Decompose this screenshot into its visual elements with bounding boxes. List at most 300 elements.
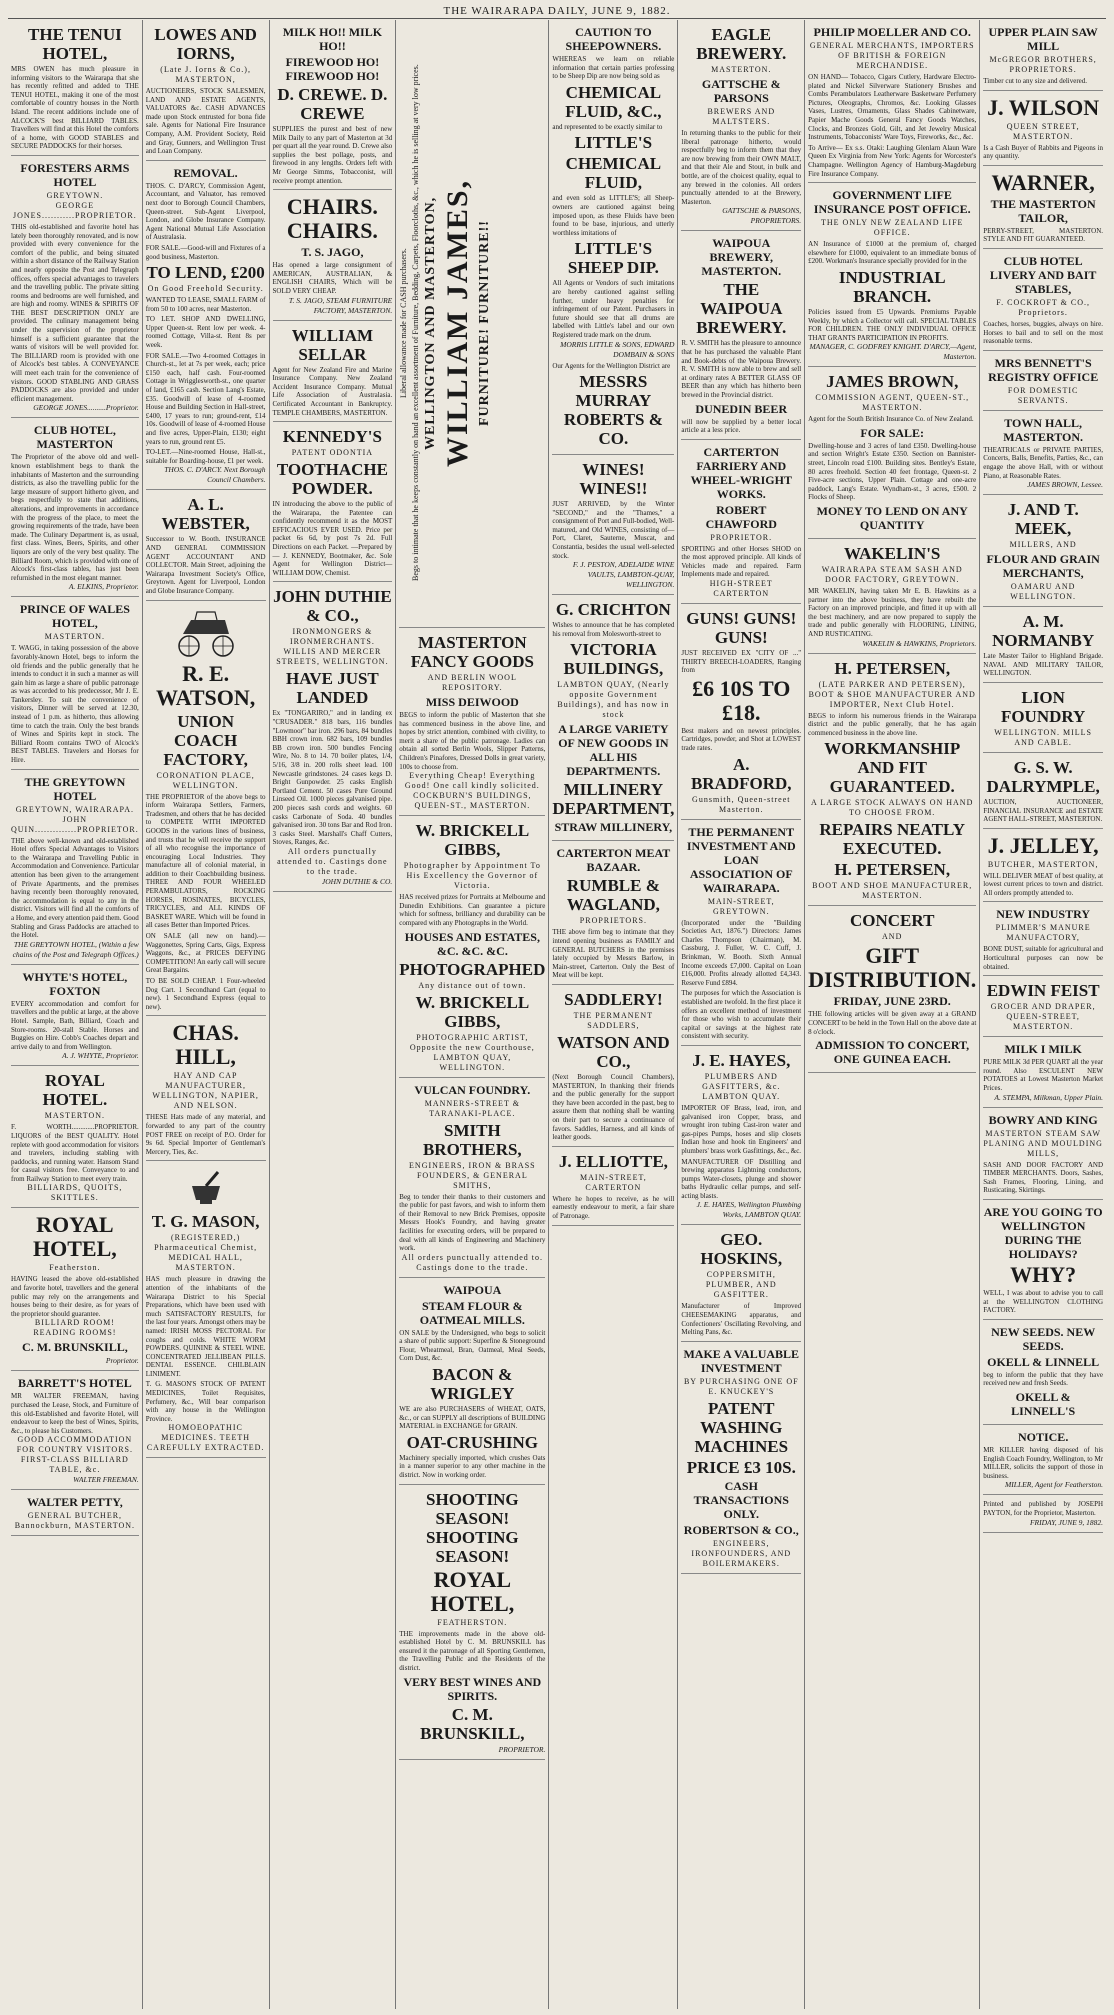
rumble-body: THE above firm beg to intimate that they intend opening business as FAMILY and GENERAL BUTCHERS in the premises lately occupied by Messrs Barlow, in Main-street, Carterton. Only the Best of Meat will be kept. — [552, 928, 675, 980]
firewood-heading: FIREWOOD HO! FIREWOOD HO! — [285, 55, 380, 83]
moeller-heading: PHILIP MOELLER AND CO. — [813, 25, 971, 39]
hoskins-sub: COPPERSMITH, PLUMBER, AND GASFITTER. — [705, 1270, 777, 1300]
gift-heading: GIFT DISTRIBUTION. — [808, 943, 977, 993]
mortar-pestle-icon — [186, 1168, 226, 1208]
wilson-body: Is a Cash Buyer of Rabbits and Pigeons in any quantity. — [983, 143, 1104, 161]
greytown-sub: GREYTOWN, WAIRARAPA. — [15, 804, 135, 814]
hayes-sub: PLUMBERS AND GASFITTERS, &c. LAMBTON QUAY. — [702, 1071, 781, 1101]
dip-body: All Agents or Vendors of such imitations are hereby cautioned against selling further, under heavy penalties for infringement of our Patent. Purchasers in future should see that all drums are labelled with Little's label and our own Registered trade mark on the drum. — [552, 279, 675, 339]
foresters-body: THIS old-established and favorite hotel has lately been thoroughly renovated, and is now provided with every convenience for the comfort of the public, and being situated within a short distance of the Railway Station and nearly opposite the Post and Telegraph offices, offers special advantages to travelers and the travelling public. The private sitting rooms and bedrooms are well furnished, and are high and roomy. WINES & SPIRITS OF THE BEST DESCRIPTION ONLY are provided. The culinary management being under the supervision of the proprietor himself is a sufficient guarantee that the wants of visitors will be well provided for. The BILLIARD room is provided with one of Alcock's best tables. A CONVEYANCE will meet each train for the convenience of visitors. GOOD STABLING AND GRASS PADDOCKS are also provided and under efficient management. — [11, 222, 139, 403]
notice-ad — [983, 1425, 1103, 1495]
mason-foot: T. G. MASON'S STOCK OF PATENT MEDICINES, Toilet Requisites, Perfumery, &c., Will bear comparison with any house in the Wellington Province. — [145, 1380, 266, 1423]
wines-ad — [552, 455, 674, 595]
upper-body: Timber cut to any size and delivered. — [983, 77, 1088, 85]
govt-sub: THE ONLY NEW ZEALAND LIFE OFFICE. — [821, 218, 964, 238]
hill-sub: HAY AND CAP MANUFACTURER, WELLINGTON, NAPIER, AND NELSON. — [152, 1071, 259, 1111]
lend-heading: TO LEND, £200 — [146, 263, 265, 283]
greytown-sig: THE GREYTOWN HOTEL, (Within a few chains of the Post and Telegraph Offices.) — [12, 939, 139, 959]
bennett-ad — [983, 351, 1103, 411]
forsale2-body: FOR SALE.—Two 4-roomed Cottages in Church-st., let at 7s per week, each; price £150 each, half cash. Four-roomed Cottage in Wrigglesworth-st., one quarter of land, £165 cash. Section Lang's Estate, £35. Goodwill of lease of 4-roomed House and Building Section in Hall-street, £400, 17 years to run; ground-rent, £14 10s. Goodwill of lease of 4-roomed House and five acres, Upper-Plain, £130; eight years to run, ground rent £5. — [145, 351, 266, 446]
kennedy-sub: PATENT ODONTIA — [291, 448, 374, 458]
government-insurance-ad — [808, 183, 976, 367]
royal2-sig: C. M. BRUNSKILL, — [22, 1340, 128, 1355]
brown-body: Agent for the South British Insurance Co. of New Zealand. — [808, 415, 974, 424]
chem-heading: CHEMICAL FLUID, &C., — [565, 82, 662, 121]
bowry-ad — [983, 1108, 1103, 1200]
wales-body: T. WAGG, in taking possession of the above favorably-known Hotel, begs to inform the old friends and the public generally that he intends to conduct it in such a manner as will gain him as large a share of public patronage as was accorded to his predecessor, Mr J. E. Tankersley. To suit the convenience of visitors, Dinner will be served at 12.30, instead of 1 p.m. as hitherto, thus allowing time to catch the train. Only the best brands of Wines and Spirits kept in stock. The Billiard Room contains TWO of Alcock's BEST TABLES. Travelers and Horses for Hire. — [11, 644, 139, 765]
tolet2-body: TO-LET.—Nine-roomed House, Hall-st., suitable for Boarding-house, £1 per week. — [145, 448, 266, 465]
chem-body: and represented to be exactly similar to — [552, 122, 663, 131]
brunskill-sub: PROPRIETOR. — [498, 1744, 546, 1754]
crichton-body: Wishes to announce that he has completed his removal from Molesworth-street to — [552, 621, 675, 638]
club2-body: Coaches, horses, buggies, always on hire. Horses to bail and to sell on the most reasonable terms. — [983, 319, 1104, 346]
smith-heading: SMITH BROTHERS, — [422, 1120, 522, 1159]
columns — [8, 20, 1106, 2009]
bennett-heading: MRS BENNETT'S REGISTRY OFFICE — [988, 355, 1099, 384]
webster-heading: A. L. WEBSTER, — [161, 495, 250, 534]
permanent-sub: MAIN-STREET, GREYTOWN. — [707, 896, 775, 916]
littles-body: and even sold as LITTLE'S; all Sheep-owners are cautioned against being imposed upon, as these Fluids have been found to be base, injurious, and utterly worthless imitations of — [552, 194, 675, 237]
dalrymple-body: AUCTION, AUCTIONEER, FINANCIAL INSURANCE and ESTATE AGENT HALL-STREET, MASTERTON. — [983, 797, 1104, 824]
forsale-heading: FOR SALE: — [860, 425, 925, 440]
jago-chairs-ad — [273, 190, 393, 320]
kennedy-heading: KENNEDY'S — [282, 427, 382, 447]
forsale-body: Dwelling-house and 3 acres of land £350. Dwelling-house and section Wright's Estate £350. Section on Bannister-street, Lincoln road £100. Building sites. Bentley's Estate, 80 acres freehold. Section 40 feet frontage, Queen-st. 2 Five-acre sections, Upper Plain. Cottage and one-acre paddock, Lang's Estate. Wyndham-st., 3 acres, £500. 2 Flocks of Sheep. — [808, 441, 977, 502]
houses-heading: HOUSES AND ESTATES, &C. &C. &C. — [404, 929, 540, 958]
eagle-heading: EAGLE BREWERY. — [696, 25, 787, 63]
carterton-heading: CARTERTON MEAT BAZAAR. — [556, 846, 671, 875]
duthie-sub: IRONMONGERS & IRONMERCHANTS. WILLIS AND MERCER STREETS, WELLINGTON. — [276, 627, 389, 667]
royal1-heading: ROYAL HOTEL. — [42, 1071, 108, 1110]
miller-sig: MILLER, Agent for Featherston. — [1005, 1480, 1104, 1490]
fancy-body: BEGS to inform the public of Masterton that she has commenced business in the above line, and hopes by strict attention, combined with civility, to merit a share of the public patronage. Ladies can obtain all sorted Berlin Wools, Slipper Patterns, Children's Pinafores, Dressed Dolls in great variety, 100s to choose from. — [399, 711, 546, 771]
club-hotel-ad — [11, 418, 139, 597]
robertson-heading: ROBERTSON & CO., — [683, 1522, 799, 1537]
petty-heading: WALTER PETTY, — [26, 1495, 123, 1510]
watson-heading: R. E. WATSON, — [156, 660, 256, 710]
wales-sub: MASTERTON. — [44, 632, 105, 642]
lend-sub: On Good Freehold Security. — [147, 284, 264, 294]
petersen-sub: (LATE PARKER AND PETERSEN), BOOT & SHOE MANUFACTURER AND IMPORTER, Next Club Hotel. — [808, 679, 976, 709]
meek-heading: J. AND T. MEEK, — [1007, 500, 1079, 539]
notice-heading: NOTICE. — [1017, 1429, 1069, 1444]
oat-body: Machinery specially imported, which crushes Oats in a manner superior to any other machine in the district. Now in working order. — [399, 1453, 546, 1480]
valuable-heading: MAKE A VALUABLE INVESTMENT — [683, 1346, 800, 1375]
town-body: THEATRICALS or PRIVATE PARTIES, Concerts, Balls, Benefits, Parties, &c., can engage the above Hall, with or without Piano, at Reasonable Rates. — [983, 445, 1104, 480]
carterton-farriery-ad — [681, 440, 801, 604]
petersen-ad — [808, 654, 976, 907]
greytown-heading: THE GREYTOWN HOTEL — [24, 774, 126, 803]
houses-foot: Any distance out of town. — [418, 980, 527, 990]
hoskins-heading: GEO. HOSKINS, — [700, 1230, 783, 1269]
whytes-heading: WHYTE'S HOTEL, FOXTON — [22, 969, 128, 998]
wales-heading: PRINCE OF WALES HOTEL, — [19, 602, 130, 631]
okell-heading: OKELL & LINNELL — [987, 1354, 1100, 1369]
mason-body: HAS much pleasure in drawing the attention of the inhabitants of the Wairarapa District to his Special Preparations, which have been used with much SATISFACTORY RESULTS, for the last four years. Amongst others may be named: IRISH MOSS PECTORAL For coughs and colds. WHITE WORM POWDERS. QUININE & STEEL WINE. CONCENTRATED JELLIBEAN PILLS. DENTAL ESSENCE. CHILBLAIN LINIMENT. — [145, 1275, 266, 1378]
fancy-heading: MASTERTON FANCY GOODS — [410, 633, 534, 671]
millinery-heading: MILLINERY DEPARTMENT, — [552, 780, 675, 819]
lion-foundry-ad — [983, 683, 1103, 753]
dalrymple-ad — [983, 753, 1103, 829]
wilson-ad — [983, 91, 1103, 166]
royal3-foot: VERY BEST WINES AND SPIRITS. — [403, 1674, 542, 1703]
vert-place: WELLINGTON AND MASTERTON, — [423, 196, 439, 450]
waipoua-body: ON SALE by the Undersigned, who begs to solicit a share of public support: Superfine & Stoneground Flour, Wheatmeal, Bran, Oatmeal, Meal Seeds, Corn Dust, &c. — [399, 1328, 546, 1363]
royal2-prop: Proprietor. — [105, 1356, 139, 1366]
valuable-foot: CASH TRANSACTIONS ONLY. — [693, 1478, 789, 1521]
foresters-prop: GEORGE JONES...........PROPRIETOR. — [12, 200, 137, 220]
forsale-foot: MONEY TO LEND ON ANY QUANTITY — [816, 504, 968, 533]
guns-price: £6 10S TO £18. — [692, 675, 791, 725]
column-1 — [8, 20, 143, 2009]
moeller-foot: To Arrive— Ex s.s. Otaki: Laughing Glenlarn Alaun Ware Queen Ex Virginia from New York: Agents for Worcester's Champagne. Wellington Agency of Hamburg-Magdeburg Fire Insurance Company. — [808, 143, 977, 178]
meat-bazaar-ad — [552, 841, 674, 985]
petty-sub: GENERAL BUTCHER, Bannockburn, MASTERTON. — [14, 1511, 136, 1531]
royal1-sub: MASTERTON. — [44, 1111, 105, 1121]
hill-heading: CHAS. HILL, — [172, 1020, 239, 1070]
barretts-sig: WALTER FREEMAN. — [73, 1475, 139, 1485]
govt-body: AN Insurance of £1000 at the premium of, charged elsewhere for £1000, equivalent to an immediate bonus of £200. Workman's Insurance specially provided for in the — [808, 240, 977, 266]
vert-title: FURNITURE! FURNITURE!! — [477, 220, 493, 426]
hoskins-body: Manufacturer of Improved CHEESEMAKING apparatus, and Confectioners' Oscillating Revolving, and Melting Pans, &c. — [681, 1302, 802, 1337]
vulcan-sub: MANNERS-STREET & TARANAKI-PLACE. — [424, 1098, 520, 1118]
permanent-heading: THE PERMANENT INVESTMENT AND LOAN ASSOCIATION OF WAIRARAPA. — [686, 824, 796, 895]
royal-hotel-featherston-ad — [11, 1208, 139, 1371]
milk2-body: PURE MILK 3d PER QUART all the year round. Also ESCULENT NEW POTATOES at Lowest Masterton Market Prices. — [983, 1058, 1104, 1093]
royal2-body: HAVING leased the above old-established and favorite hotel, travellers and the general public may rely on the arrangements and houses being to their desire, as for years of the proprietor should guarantee. — [11, 1275, 139, 1318]
guns-ad — [681, 604, 801, 820]
jago-sig: T. S. JAGO, STEAM FURNITURE FACTORY, MASTERTON. — [288, 295, 393, 315]
upper-heading: UPPER PLAIN SAW MILL — [988, 25, 1098, 53]
jago-body: Has opened a large consignment of AMERICAN, AUSTRALIAN, & ENGLISH CHAIRS, Which will be SOLD VERY CHEAP. — [272, 261, 393, 295]
petersen-heading: H. PETERSEN, — [834, 658, 951, 678]
imprint-text: Printed and published by JOSEPH PAYTON, for the Proprietor, Masterton. — [983, 1500, 1104, 1517]
barretts-hotel-ad — [11, 1371, 139, 1490]
meek-body: OAMARU AND WELLINGTON. — [1010, 582, 1077, 602]
elliotte-heading: J. ELLIOTTE, — [558, 1151, 668, 1171]
hayes-body: IMPORTER OF Brass, lead, iron, and galvanised iron Copper, brass, and wrought iron tubing Cast-iron water and gas-pipes Pumps, hoses and slip closets Indian hose and hook tin Engineers' and plumbers' brass work Gasfittings, &c., &c. — [681, 1103, 802, 1155]
royal2-sub: Featherston. — [49, 1263, 101, 1273]
carriage-illustration — [171, 608, 241, 658]
removal-ad — [146, 161, 266, 491]
upper-plain-ad — [983, 20, 1103, 91]
bowry-body: SASH AND DOOR FACTORY AND TIMBER MERCHANTS. Doors, Sashes, Sash Frames, Flooring, Lining, and Rusticating, Skirtings. — [983, 1160, 1104, 1195]
crichton-ad — [552, 595, 674, 841]
sale-body: FOR SALE.—Good-will and Fixtures of a good business, Masterton. — [145, 243, 266, 261]
jelley-ad — [983, 829, 1103, 903]
crichton-heading: G. CRICHTON — [555, 600, 671, 620]
concert-ad — [808, 906, 976, 1073]
hayes-sig: J. E. HAYES, Wellington Plumbing Works, LAMBTON QUAY. — [696, 1200, 802, 1220]
wakelin-sub: WAIRARAPA STEAM SASH AND DOOR FACTORY, GREYTOWN. — [821, 565, 963, 585]
victoria-sub: LAMBTON QUAY, (Nearly opposite Government Buildings), and has now in stock — [557, 680, 670, 720]
notice-body: MR KILLER having disposed of his English Coach Foundry, Wellington, to Mr MILLER, solicits the support of those in business. — [983, 1445, 1104, 1480]
kennedy-body: IN introducing the above to the public of the Wairarapa, the Patentee can confidently recommend it as the MOST EFFICACIOUS EVER USED. Price per packet 6s 6d, by post 7s 2d. Full Directions on each Packet. —Prepared by— J. KENNEDY, Bootmaker, &c. Sole Agent for Wellington District— WILLIAM DOW, Chemist. — [272, 500, 393, 577]
lion-sub: WELLINGTON. MILLS AND CABLE. — [994, 727, 1093, 747]
greytown-body: THE above well-known and old-established Hotel offers Special Advantages to Visitors to the Wairarapa and Travelling Public in Accommodation and Convenience. Particular attention has been given to the arrangement of Private Apartments, and the premises having recently been thoroughly renovated, the accommodation is equal to any in the district. Visitors will find all the comforts of a Home, and every attention paid them. Good Stabling and Grass Paddocks are attached to the Hotel. — [11, 836, 139, 940]
repairs-heading: REPAIRS NEATLY EXECUTED. — [819, 820, 966, 859]
mason-heading: T. G. MASON, — [151, 1212, 260, 1232]
column-4 — [396, 20, 549, 2009]
royal2-heading: ROYAL HOTEL, — [33, 1212, 117, 1262]
permanent-body: (Incorporated under the "Building Societies Act, 1876.") Directors: James Charles Thompson (Chairman), M. Cassburg, J. Fuller, W. C. Cuff, J. Brinkman, W. Booth. Sixth Annual Income exceeds £7,000. Capital on Loan £16,000. Profits already allotted £4,343. Reserve Fund £894. — [681, 918, 802, 987]
royal2-billiard: BILLIARD ROOM! — [34, 1318, 115, 1328]
town-sig: JAMES BROWN, Lessee. — [1027, 480, 1104, 490]
lowes-body: AUCTIONEERS, STOCK SALESMEN, LAND AND ESTATE AGENTS, VALUATORS &c. CASH ADVANCES made upon Stock entrusted for bona fide sale. Agents for National Fire Insurance Company, A.M. Provident Society, Reid and Gray, Gunners, and Wellington Trust and Loan Company. — [145, 87, 266, 156]
duthie-foot: All orders punctually attended to. Castings done to the trade. — [277, 846, 388, 876]
caution-heading: CAUTION TO SHEEPOWNERS. — [565, 25, 662, 53]
wilson-heading: J. WILSON — [987, 94, 1100, 120]
rumble-heading: RUMBLE & WAGLAND, — [566, 876, 660, 915]
meek-heading2: FLOUR AND GRAIN MERCHANTS, — [986, 552, 1100, 581]
guns-foot: Best makers and on newest principles. Cartridges, powder, and Shot at LOWEST trade rates. — [681, 726, 802, 753]
duthie-extra: JOHN DUTHIE & CO. — [321, 876, 393, 886]
smith-body: Beg to tender their thanks to their customers and the public for past favors, and wish to inform them of their Removal to new Brick Premises, opposite Messrs Hook's Foundry, and having greater facilities for executing orders, will be prepared to deal with all kinds of Engineering and Machinery work. — [399, 1192, 546, 1253]
seeds-heading: NEW SEEDS. NEW SEEDS. — [991, 1324, 1096, 1353]
gibbs2-sub: PHOTOGRAPHIC ARTIST, Opposite the new Courthouse, LAMBTON QUAY, WELLINGTON. — [409, 1032, 535, 1072]
warner-body: PERRY-STREET, MASTERTON. STYLE AND FIT GUARANTEED. — [983, 226, 1104, 244]
edwin-feist-ad — [983, 976, 1103, 1037]
littles-heading: LITTLE'S — [574, 133, 653, 153]
gibbs-body: HAS received prizes for Portraits at Melbourne and Dunedin Exhibitions. Can guarantee a picture which for softness, brilliancy and durability can be compared with any Photographs in the World. — [399, 893, 546, 927]
petersen2-heading: H. PETERSEN, — [834, 860, 951, 880]
hayes-foot: MANUFACTURER OF Distilling and brewing apparatus Lightning conductors, pumps Water-closets, plunge and shower baths Hydraulic cellar pumps, and self-acting blasts. — [681, 1157, 802, 1200]
whytes-hotel-ad — [11, 965, 139, 1067]
warner-ad — [983, 166, 1103, 249]
town-heading: TOWN HALL, MASTERTON. — [1003, 415, 1083, 444]
milk-ad — [983, 1037, 1103, 1107]
carterton-farriery-sig: ROBERT CHAWFORD — [705, 502, 777, 531]
murray-heading: MESSRS MURRAY ROBERTS & CO. — [563, 372, 663, 449]
mason-extra: HOMOEOPATHIC MEDICINES. TEETH CAREFULLY EXTRACTED. — [146, 1423, 265, 1453]
elliotte-ad — [552, 1147, 674, 1226]
column-7 — [805, 20, 980, 2009]
club2-heading: CLUB HOTEL LIVERY AND BAIT STABLES, — [989, 253, 1097, 296]
elliotte-sub: MAIN-STREET, CARTERTON — [580, 1172, 647, 1192]
why-heading: WHY? — [1010, 1262, 1077, 1287]
gift-body: THE following articles will be given away at a GRAND CONCERT to be held in the Town Hall on the above date at 8 o'clock. — [808, 1010, 977, 1036]
kennedy-ad — [273, 422, 393, 582]
gift-date: FRIDAY, JUNE 23RD. — [833, 994, 951, 1009]
jelley-body: WILL DELIVER MEAT of best quality, at lowest current prices to town and district. All orders promptly attended to. — [983, 871, 1104, 897]
workmanship-body: A LARGE STOCK ALWAYS ON HAND TO CHOOSE FROM. — [811, 798, 974, 818]
lion-heading: LION FOUNDRY — [1000, 687, 1086, 726]
elliotte-body: Where he hopes to receive, as he will earnestly endeavour to merit, a fair share of Patronage. — [552, 1194, 675, 1220]
going-heading: ARE YOU GOING TO WELLINGTON DURING THE HOLIDAYS? — [983, 1205, 1103, 1261]
masthead: THE WAIRARAPA DAILY, JUNE 9, 1882. — [8, 4, 1106, 19]
permanent-investment-ad — [681, 820, 801, 1046]
normanby-ad — [983, 607, 1103, 683]
column-8 — [980, 20, 1106, 2009]
barretts-foot: GOOD ACCOMMODATION FOR COUNTRY VISITORS. — [16, 1435, 133, 1455]
crewe-body: SUPPLIES the purest and best of new Milk Daily to any part of Masterton at 3d per quart all the year round. D. Crewe also supplies the best pollage, posts, and firewood in any lengths. Orders left with Mr George Simms, Tobacconist, will receive prompt attention. — [272, 125, 393, 185]
newindustry-heading: NEW INDUSTRY — [996, 907, 1090, 922]
workmanship-heading: WORKMANSHIP AND FIT GUARANTEED. — [824, 739, 961, 797]
sellar-ad — [273, 321, 393, 423]
milk2-heading: MILK I MILK — [1004, 1042, 1082, 1057]
carterton-farriery-foot: HIGH-STREET CARTERTON — [709, 579, 773, 599]
darcy-sig: THOS. C. D'ARCY. Next Borough Council Chambers. — [164, 465, 266, 485]
dalrymple-heading: G. S. W. DALRYMPLE, — [986, 757, 1100, 796]
industrial-foot: MANAGER, C. GODFREY KNIGHT. D'ARCY,—Agent, Masterton. — [809, 342, 977, 362]
bradford-sub: Gunsmith, Queen-street Masterton. — [692, 794, 791, 814]
milk2-sig: A. STEMPA, Milkman, Upper Plain. — [994, 1092, 1104, 1102]
gattsche-sub: BREWERS AND MALTSTERS. — [707, 107, 776, 126]
gattsche-heading: GATTSCHE & PARSONS — [701, 77, 781, 105]
carterton-farriery-heading: CARTERTON FARRIERY AND WHEEL-WRIGHT WORKS. — [690, 444, 792, 501]
watson-coach-ad — [146, 601, 266, 1017]
greytown-prop: JOHN QUIN..............PROPRIETOR. — [11, 814, 139, 834]
watson-body: THE PROPRIETOR of the above begs to inform Wairarapa Settlers, Farmers, Tradesmen, and others that he has decided to COMPETE WITH IMPORTED GOODS in the various lines of business, and trusts that he will receive the support of all who recognise the importance of encouraging Local Industries. They manufacture all of colonial material, in addition to their Coachbuilding business. THREE AND FOUR WHEELED PERAMBULATORS, ROCKING HORSES, ROSINATES, BICYCLES, TRICYCLES, and ALL KINDS OF BASKET WARE. Which will be found in all cases Better than Imported Prices. — [145, 792, 266, 930]
okell-body: beg to inform the public that they have received new and fresh Seeds. — [983, 1370, 1104, 1388]
watson2-body: (Next Borough Council Chambers), MASTERTON, In thanking their friends and the public generally for the support they have been accorded in the past, beg to assure them that nothing shall be wanting on their part to secure a continuance of favors. Saddles, Harness, and all kinds of leather goods. — [552, 1073, 675, 1142]
waipoua-brewery-ad — [681, 231, 801, 439]
caution-body: WHEREAS we learn on reliable information that certain parties professing to be Sheep Dip are now being sold as — [552, 55, 675, 81]
why-body: WELL, I was about to advise you to call at the WELLINGTON CLOTHING FACTORY. — [983, 1289, 1104, 1315]
wakelin-heading: WAKELIN'S — [844, 544, 941, 564]
fancy-prop: MISS DEIWOOD — [425, 695, 519, 709]
gibbs-sub: Photographer by Appointment To His Excellency the Governor of Victoria. — [403, 861, 541, 891]
barretts-extra: FIRST-CLASS BILLIARD TABLE, &c. — [20, 1455, 129, 1475]
vert-body: Begs to intimate that he keeps constantly on hand an excellent assortment of Furniture, Bedding, Carpets, Floorcloths, &c., which he is selling at very low prices. — [411, 64, 421, 582]
royal3-sub: FEATHERSTON. — [437, 1617, 508, 1627]
newindustry-sub: PLIMMER'S MANURE MANUFACTORY, — [995, 923, 1091, 943]
fancy-foot: Everything Cheap! Everything Good! One call kindly solicited. COCKBURN'S BUILDINGS, QUEEN-ST., MASTERTON. — [404, 771, 540, 811]
hayes-ad — [681, 1046, 801, 1226]
wakelin-ad — [808, 539, 976, 654]
waipoua-heading: WAIPOUA — [443, 1282, 502, 1297]
normanby-body: Late Master Tailor to Highland Brigade. NAVAL AND MILITARY TAILOR, WELLINGTON. — [983, 652, 1104, 678]
whytes-body: EVERY accommodation and comfort for travellers and the public at large, at the above Hotel. Sample, Bath, Billiard, Coach and Store-rooms. 20-stall Stable. Horses and Buggies on Hire. Cobb's Coaches depart and arrive daily to and from Wellington. — [11, 999, 139, 1051]
club-heading: CLUB HOTEL, MASTERTON — [33, 423, 116, 452]
oat-heading: OAT-CRUSHING — [406, 1432, 538, 1452]
tenui-body: MRS OWEN has much pleasure in informing visitors to the Wairarapa that she has recently refitted and added to THE TENUI HOTEL, making it one of the most comfortable of country houses in the North Island. The recent additions include one of ALCOCK'S best BILLIARD TABLES. Travellers will find at this Hotel the comforts of a home, with GOOD STABLES and SECURE PADDOCKS for their horses. — [11, 65, 139, 151]
crewe-heading: D. CREWE. D. CREWE — [277, 85, 388, 123]
meek-ad — [983, 495, 1103, 607]
mason-sub: (REGISTERED,) Pharmaceutical Chemist, MEDICAL HALL, MASTERTON. — [154, 1233, 258, 1273]
moeller-ad — [808, 20, 976, 183]
royal3-body: THE improvements made in the above old-established Hotel by C. M. BRUNSKILL has ensured it the patronage of all Sporting Gentlemen, the Travelling Public and the Residents of the district. — [399, 1629, 546, 1672]
column-3 — [270, 20, 397, 2009]
bacon-body: WE are also PURCHASERS of WHEAT, OATS, &c., or can SUPPLY all descriptions of BUILDING MATERIAL in EXCHANGE for GRAIN. — [399, 1405, 546, 1431]
gift-admission: ADMISSION TO CONCERT, ONE GUINEA EACH. — [815, 1038, 970, 1067]
wines-heading: WINES! WINES!! — [579, 460, 648, 499]
james-brown-ad — [808, 367, 976, 539]
prince-of-wales-ad — [11, 597, 139, 769]
wakelin-body: MR WAKELIN, having taken Mr E. B. Hawkins as a partner into the above business, they have rebuilt the Factory on an improved principle, and fitted it up with all the best machinery, and are now prepared to supply the trade and public generally with FLOORING, LINING, AND RUSTICATING. — [808, 587, 977, 638]
club-sig: A. ELKINS, Proprietor. — [68, 582, 139, 592]
gattsche-body: In returning thanks to the public for their liberal patronage hitherto, would respectfully beg to inform them that they are now brewing from their OWN MALT, and that their Ale and Stout, in bulk and bottle, are of the choicest quality, equal to any brewed in the colonies. All orders punctually attended to at the Brewery, Masterton. — [681, 129, 802, 206]
normanby-heading: A. M. NORMANBY — [992, 612, 1095, 651]
hill-ad — [146, 1016, 266, 1161]
royal1-foot: BILLIARDS, QUOITS, SKITTLES. — [27, 1183, 123, 1203]
meek-sub: MILLERS, AND — [1009, 540, 1077, 550]
jelley-heading: J. JELLEY, — [987, 832, 1099, 858]
watson-heading2: UNION COACH FACTORY, — [163, 711, 248, 769]
gibbs-ad — [399, 816, 545, 1077]
valuable-sub: BY PURCHASING ONE OF E. KNUCKEY'S — [683, 1376, 799, 1396]
concert-heading: CONCERT — [850, 911, 935, 931]
hoskins-ad — [681, 1225, 801, 1341]
smith-foot: All orders punctually attended to. Castings done to the trade. — [401, 1252, 543, 1272]
bacon-heading: BACON & WRIGLEY — [430, 1365, 515, 1404]
imprint-date: FRIDAY, JUNE 9, 1882. — [1029, 1517, 1104, 1527]
foresters-ad — [11, 156, 139, 418]
jelley-sub: BUTCHER, MASTERTON, — [987, 859, 1099, 869]
removal-body: THOS. C. D'ARCY, Commission Agent, Accountant, and Valuator, has removed next door to Borough Council Chambers, Queen-street. Sub-Agent Liverpool, London, and Globe Insurance Company. Agent National Mutual Life Association of Australasia. — [145, 181, 266, 242]
warner-heading: WARNER, — [991, 169, 1095, 195]
column-2 — [143, 20, 270, 2009]
duthie-heading: JOHN DUTHIE & CO., — [273, 587, 392, 626]
permanent-foot: The purposes for which the Association is established are twofold. In the first place it offers an excellent method of investment for those who wish to accumulate their capital or savings at the highest rate consistent with security. — [681, 989, 802, 1041]
royal2-reading: READING ROOMS! — [33, 1328, 117, 1338]
watson2-heading: WATSON AND CO., — [557, 1033, 670, 1071]
saddlery-ad — [552, 985, 674, 1147]
petersen2-sub: BOOT AND SHOE MANUFACTURER, MASTERTON. — [812, 881, 973, 901]
wakelin-foot: WAKELIN & HAWKINS, Proprietors. — [862, 638, 977, 648]
littles-heading2: CHEMICAL FLUID, — [565, 154, 662, 193]
vert-name: WILLIAM JAMES, — [441, 178, 475, 468]
chairs-heading: CHAIRS. CHAIRS. — [286, 194, 378, 244]
edwin-sub: GROCER AND DRAPER, QUEEN-STREET, MASTERTON. — [990, 1002, 1096, 1032]
eagle-brewery-ad — [681, 20, 801, 231]
wanted-body: WANTED TO LEASE, SMALL FARM of from 50 to 100 acres, near Masterton. — [145, 296, 266, 313]
waipoua2-body: R. V. SMITH has the pleasure to announce that he has purchased the valuable Plant and Book-debts of the Waipoua Brewery. R. V. SMITH is now able to brew and sell at ordinary rates A BETTER GLASS OF BEER than any which has hitherto been brewed in the Provincial district. — [681, 339, 802, 399]
edwin-heading: EDWIN FEIST — [986, 981, 1100, 1001]
petersen-body: BEGS to inform his numerous friends in the Wairarapa district and the public generally, that he has again commenced business in the above line. — [808, 711, 977, 737]
fancy-sub: AND BERLIN WOOL REPOSITORY. — [427, 673, 517, 692]
vulcan-heading: VULCAN FOUNDRY. — [414, 1082, 531, 1097]
dunedin-body: will now be supplied by a better local article at a less price. — [681, 417, 802, 435]
houses-sub: PHOTOGRAPHED — [399, 959, 546, 979]
okell-sig: OKELL & LINNELL'S — [1011, 1389, 1076, 1418]
eagle-sub: MASTERTON. — [711, 65, 772, 74]
wellington-clothing-ad — [983, 1200, 1103, 1320]
gattsche-sig: GATTSCHE & PARSONS, PROPRIETORS. — [722, 206, 802, 226]
column-6 — [678, 20, 805, 2009]
waipoua-sub: STEAM FLOUR & OATMEAL MILLS. — [419, 1298, 525, 1327]
moeller-body: ON HAND— Tobacco, Cigars Cutlery, Hardware Electro-plated and Nickel Silverware Stationery Brushes and Combs Perambulators Leatherware Basketware Perfumery Pictures, Oleographs, Chromos, &c. Looking Glasses Vases, Lustres, Ornaments, Glass Shades Cabinetware, Papier Mache Goods General Fancy Goods Watches, Clocks, and Bronzes Gold, Gilt, and Jet Jewelry Musical Instruments, Tobacconists' Ware Toys, Fireworks, &c., &c. — [808, 73, 977, 142]
rumble-sub: PROPRIETORS. — [579, 916, 647, 926]
gibbs2-heading: W. BRICKELL GIBBS, — [415, 992, 530, 1031]
dunedin-heading: DUNEDIN BEER — [695, 401, 788, 416]
agents-body: Our Agents for the Wellington District are — [552, 361, 671, 370]
newindustry-body: BONE DUST, suitable for agricultural and Horticultural purposes can now be obtained. — [983, 945, 1104, 971]
guns-heading: GUNS! GUNS! GUNS! — [686, 609, 797, 648]
valuable-price: PRICE £3 10S. — [686, 1457, 796, 1477]
lowes-heading: LOWES AND IORNS, — [154, 25, 257, 63]
govt-heading: GOVERNMENT LIFE INSURANCE POST OFFICE. — [813, 188, 971, 217]
kennedy-heading2: TOOTHACHE POWDER. — [276, 460, 388, 499]
crewe-ad — [273, 20, 393, 190]
industrial-heading: INDUSTRIAL BRANCH. — [838, 267, 946, 306]
straw-heading: STRAW MILLINERY, — [554, 820, 673, 835]
duthie-ad — [273, 582, 393, 892]
valuable-heading2: PATENT WASHING MACHINES — [694, 1398, 789, 1456]
watson-foot: ON SALE (all new on hand).—Waggonettes, Spring Carts, Gigs, Express Waggons, &c., at PRICES DEFYING COMPETITION! An early call will secure Great Bargains. — [145, 932, 266, 975]
industrial-body: Policies issued from £5 Upwards. Premiums Payable Weekly, by which a Collector will call. SPECIAL TABLES FOR CHILDREN. THE ONLY INDIVIDUAL OFFICE THAT GRANTS PARTICIPATION IN PROFITS. — [808, 307, 977, 342]
bowry-heading: BOWRY AND KING — [988, 1112, 1098, 1127]
foresters-sig: GEORGE JONES..........Proprietor. — [33, 403, 139, 413]
sellar-heading: WILLIAM SELLAR — [291, 325, 374, 364]
webster-body: Successor to W. Booth. INSURANCE AND GENERAL COMMISSION AGENT ACCOUNTANT AND COLLECTOR. Main Street, adjoining the Wairarapa Investment Society's Office, Greytown. Agent for Liverpool, London and Globe Insurance Company. — [145, 535, 266, 595]
foresters-heading: FORESTERS ARMS HOTEL — [20, 160, 130, 189]
tenui-heading: THE TENUI HOTEL, — [28, 25, 122, 63]
concert-sub: AND — [882, 932, 903, 942]
royal-hotel-masterton-ad — [11, 1066, 139, 1208]
peston-sig: F. J. PESTON, ADELAIDE WINE VAULTS, LAMBTON-QUAY, WELLINGTON. — [572, 560, 675, 590]
smith-sub: ENGINEERS, IRON & BRASS FOUNDERS, & GENERAL SMITHS, — [409, 1160, 536, 1190]
